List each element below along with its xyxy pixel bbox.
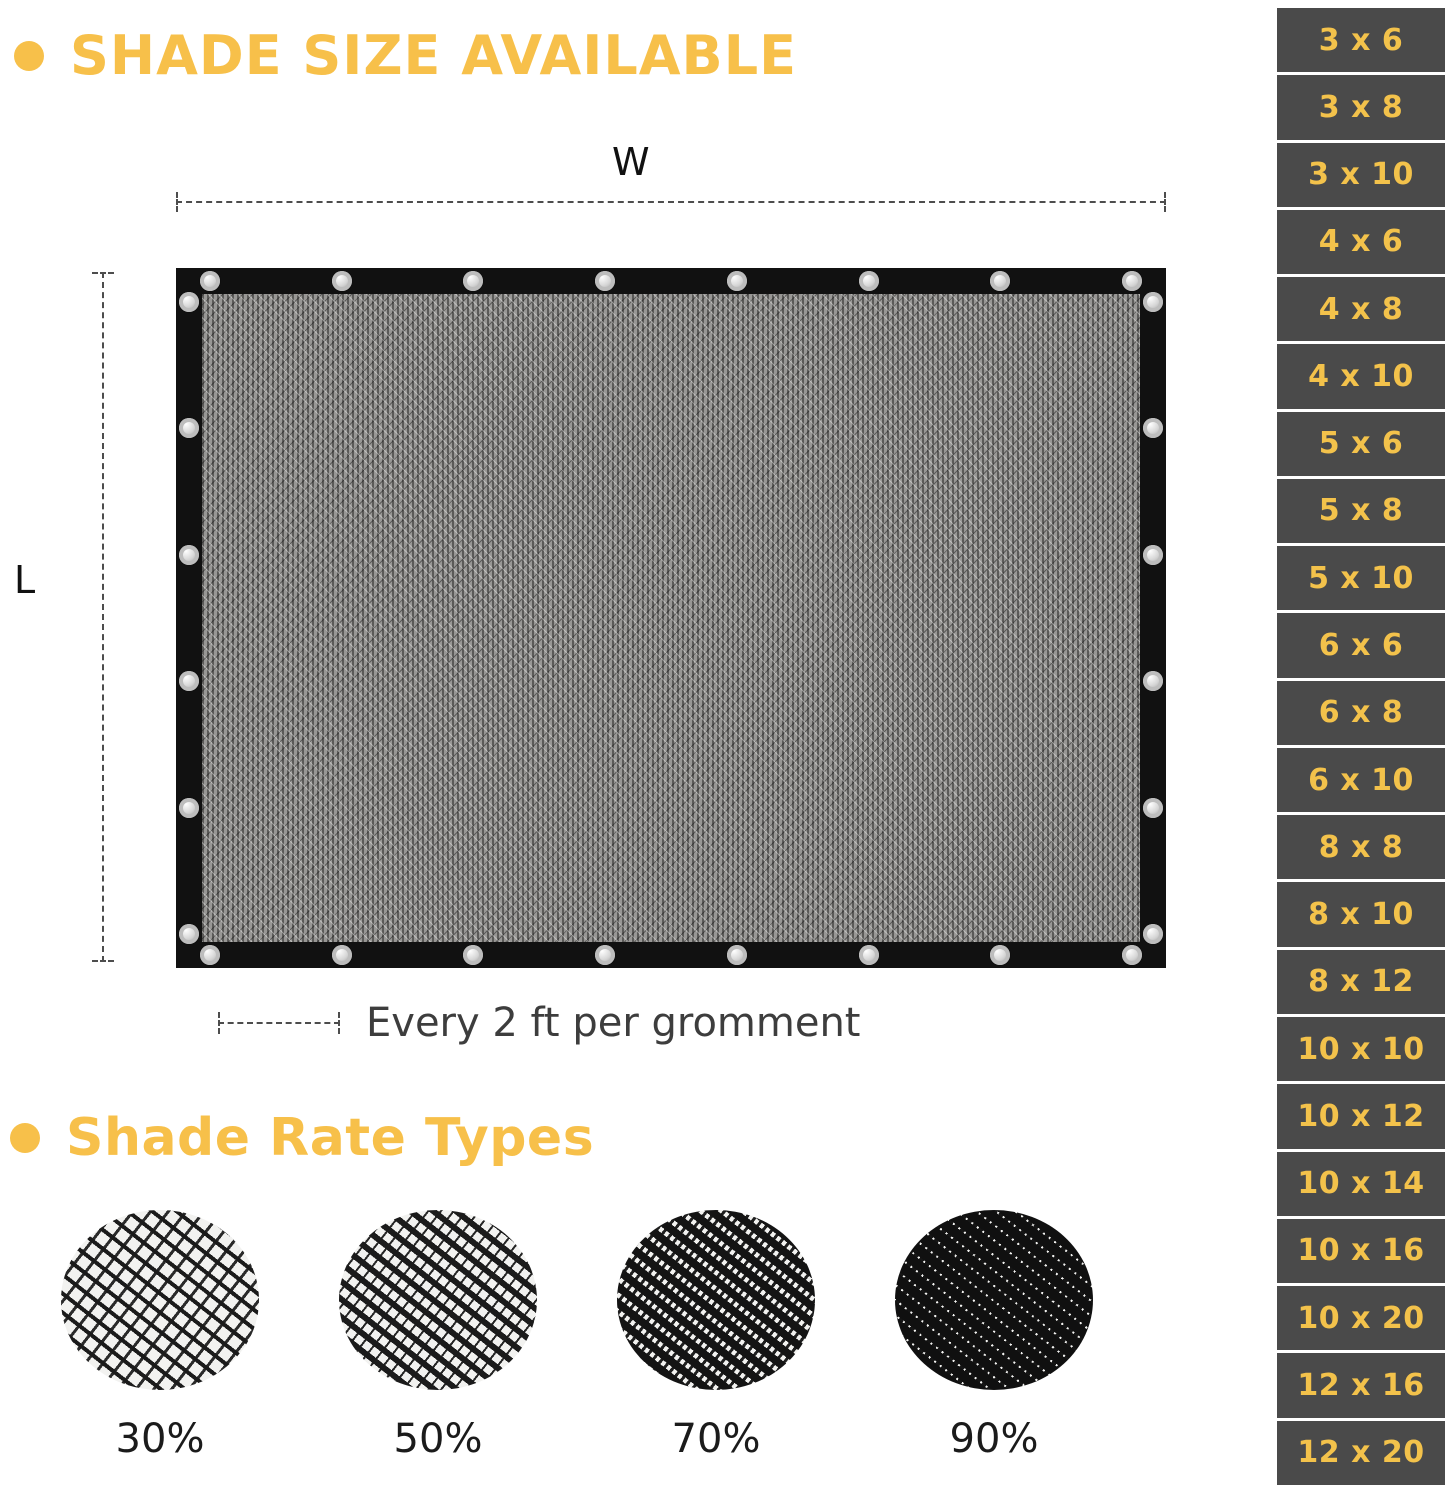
size-chip[interactable]: 5 x 10 — [1277, 546, 1445, 610]
grommet-icon — [179, 292, 199, 312]
shade-rate-swatch — [61, 1210, 259, 1390]
bullet-dot-icon — [14, 41, 44, 71]
grommet-icon — [332, 945, 352, 965]
grommet-spacing-note — [218, 1000, 861, 1046]
size-chip[interactable]: 8 x 8 — [1277, 815, 1445, 879]
grommet-icon — [1143, 798, 1163, 818]
size-chip[interactable]: 8 x 10 — [1277, 882, 1445, 946]
size-chip[interactable]: 4 x 6 — [1277, 210, 1445, 274]
size-chip[interactable]: 10 x 16 — [1277, 1219, 1445, 1283]
shade-rate-item — [60, 1210, 260, 1462]
mesh-fabric-texture — [202, 294, 1140, 942]
size-chip[interactable]: 10 x 14 — [1277, 1152, 1445, 1216]
grommet-icon — [1122, 271, 1142, 291]
shade-panel-diagram — [0, 140, 1260, 1080]
shade-rate-swatch — [339, 1210, 537, 1390]
width-dimension-dashes — [176, 201, 1166, 203]
grommet-icon — [179, 924, 199, 944]
grommet-dimension-dashes — [218, 1022, 340, 1024]
size-chip[interactable]: 6 x 10 — [1277, 748, 1445, 812]
length-dimension-dashes — [102, 272, 104, 962]
shade-rate-list — [60, 1210, 1220, 1462]
grommet-tick-right — [338, 1012, 340, 1034]
size-chip[interactable]: 10 x 12 — [1277, 1084, 1445, 1148]
grommet-icon — [200, 271, 220, 291]
grommet-icon — [1143, 418, 1163, 438]
grommet-icon — [332, 271, 352, 291]
size-chip[interactable]: 3 x 8 — [1277, 75, 1445, 139]
grommet-note-label: Every 2 ft per gromment — [366, 1000, 861, 1046]
size-chip[interactable]: 4 x 10 — [1277, 344, 1445, 408]
shade-rate-heading — [10, 1108, 594, 1168]
length-tick-bottom — [92, 960, 114, 962]
grommet-icon — [727, 945, 747, 965]
size-chip[interactable]: 10 x 20 — [1277, 1286, 1445, 1350]
grommet-icon — [179, 545, 199, 565]
grommet-icon — [179, 671, 199, 691]
grommet-spacing-dimension — [218, 1012, 340, 1034]
shade-rate-item — [616, 1210, 816, 1462]
size-chip[interactable]: 12 x 20 — [1277, 1421, 1445, 1485]
grommet-icon — [859, 945, 879, 965]
size-chip[interactable]: 8 x 12 — [1277, 950, 1445, 1014]
grommet-icon — [595, 945, 615, 965]
size-chip[interactable]: 4 x 8 — [1277, 277, 1445, 341]
grommet-icon — [859, 271, 879, 291]
size-chip[interactable]: 10 x 10 — [1277, 1017, 1445, 1081]
length-dimension-line — [92, 272, 114, 962]
shade-rate-label: 30% — [115, 1416, 205, 1462]
grommet-icon — [1122, 945, 1142, 965]
shade-rate-label: 50% — [393, 1416, 483, 1462]
grommet-icon — [179, 418, 199, 438]
grommet-icon — [727, 271, 747, 291]
grommet-icon — [1143, 924, 1163, 944]
width-label: W — [612, 140, 650, 184]
shade-rate-item — [894, 1210, 1094, 1462]
size-chip[interactable]: 12 x 16 — [1277, 1353, 1445, 1417]
shade-rate-item — [338, 1210, 538, 1462]
shade-rate-label: 90% — [949, 1416, 1039, 1462]
grommet-icon — [1143, 292, 1163, 312]
length-label: L — [14, 558, 36, 602]
grommet-icon — [179, 798, 199, 818]
size-chip[interactable]: 3 x 10 — [1277, 143, 1445, 207]
width-tick-right — [1164, 192, 1166, 212]
grommet-icon — [990, 271, 1010, 291]
bullet-dot-icon — [10, 1123, 40, 1153]
grommet-icon — [463, 945, 483, 965]
size-chip[interactable]: 6 x 8 — [1277, 681, 1445, 745]
shade-rate-heading-label: Shade Rate Types — [66, 1108, 595, 1168]
width-dimension-line — [176, 192, 1166, 212]
shade-rate-swatch — [895, 1210, 1093, 1390]
grommet-icon — [200, 945, 220, 965]
shade-size-heading-label: SHADE SIZE AVAILABLE — [70, 24, 798, 87]
grommet-icon — [990, 945, 1010, 965]
shade-rate-label: 70% — [671, 1416, 761, 1462]
size-chip[interactable]: 6 x 6 — [1277, 613, 1445, 677]
grommet-icon — [1143, 671, 1163, 691]
size-chip[interactable]: 3 x 6 — [1277, 8, 1445, 72]
shade-rate-swatch — [617, 1210, 815, 1390]
shade-cloth-panel — [176, 268, 1166, 968]
size-chip[interactable]: 5 x 8 — [1277, 479, 1445, 543]
grommet-icon — [595, 271, 615, 291]
size-chip[interactable]: 5 x 6 — [1277, 412, 1445, 476]
grommet-icon — [1143, 545, 1163, 565]
shade-size-heading — [14, 24, 797, 87]
grommet-icon — [463, 271, 483, 291]
size-chip-list — [1277, 0, 1445, 1485]
